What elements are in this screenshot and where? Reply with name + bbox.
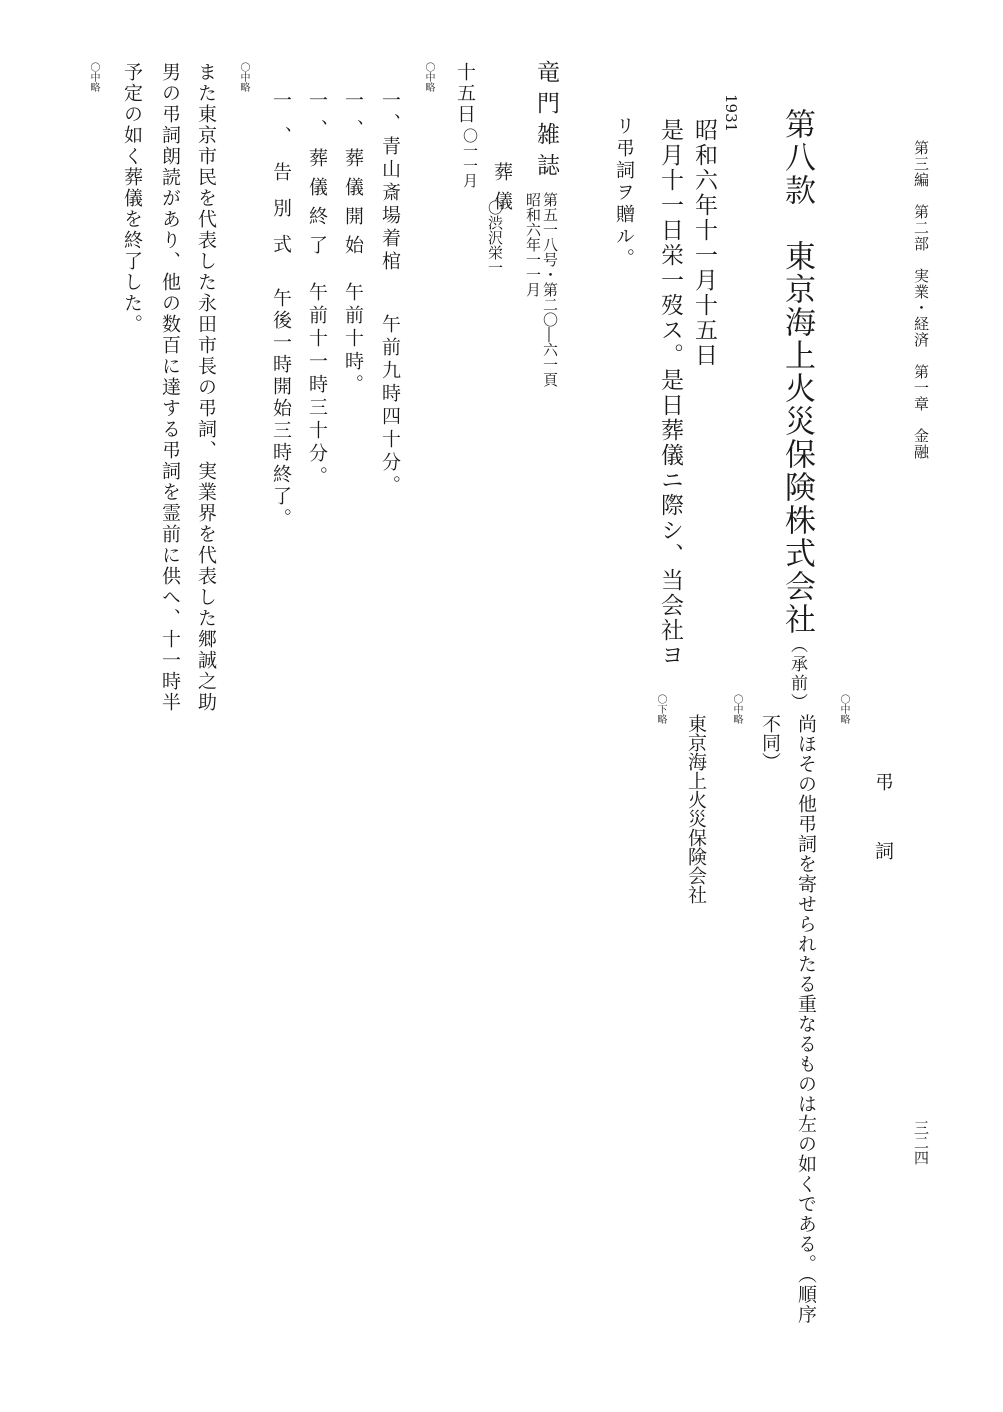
source-ref-issue: 第五一八号・第二〇―六一頁 <box>541 192 559 387</box>
article-title: 葬儀 <box>491 162 513 220</box>
condolence-signatory: 東京海上火災保険会社 <box>685 714 707 904</box>
entry-text-line2: リ弔詞ヲ贈ル。 <box>613 116 635 270</box>
omission-note-2: 〇中略 <box>238 62 249 92</box>
condolence-heading: 弔 詞 <box>872 772 894 864</box>
section-title <box>779 108 815 712</box>
entry-year: 1931 <box>722 94 740 133</box>
entry-date: 昭和六年十一月十五日 <box>691 118 717 368</box>
omission-note-1: 〇中略 <box>423 62 434 92</box>
day-note: 〇一一月 <box>461 128 479 188</box>
schedule-item-2-label: 一、葬儀開始 <box>342 90 364 264</box>
section-title-text: 第八款 東京海上火災保険株式会社 <box>779 108 815 636</box>
omission-note-4: 〇中略 <box>838 694 849 724</box>
narrative-line-2: 男の弔詞朗読があり、他の数百に達する弔詞を霊前に供へ、十一時半 <box>159 62 181 713</box>
schedule-item-3-time: 午前十一時三十分。 <box>306 282 328 489</box>
section-title-cont: （承前） <box>787 636 807 712</box>
omission-note-3: 〇中略 <box>88 62 99 92</box>
condolence-line-1: 尚ほその他弔詞を寄せられたる重なるものは左の如くである。（順序 <box>795 714 817 1325</box>
schedule-item-2 <box>343 90 362 397</box>
schedule-item-1-time: 午前九時四十分。 <box>379 314 401 498</box>
page-number: 三二四 <box>912 1120 930 1165</box>
schedule-item-3-label: 一、葬儀終了 <box>306 90 328 264</box>
article-note: 〇渋沢栄一 <box>486 200 504 275</box>
source-ref-date: 昭和六年一一月 <box>524 192 542 297</box>
schedule-item-4-time: 午後一時開始三時終了。 <box>270 288 292 530</box>
day-label: 十五日 <box>454 62 476 125</box>
running-head: 第三編 第二部 実業・経済 第一章 金融 <box>912 140 930 460</box>
schedule-item-4-label: 一、告別式 <box>270 90 292 270</box>
schedule-item-1-label: 一、青山斎場着棺 <box>379 90 401 274</box>
narrative-line-3: 予定の如く葬儀を終了した。 <box>121 62 143 335</box>
schedule-item-4 <box>271 90 290 530</box>
schedule-item-3 <box>307 90 326 489</box>
omission-note-5: 〇中略 <box>731 694 742 724</box>
source-name: 竜門雑誌 <box>533 60 559 184</box>
condolence-line-2: 不同） <box>759 714 781 771</box>
omission-note-6: 〇下略 <box>655 694 666 724</box>
entry-text-line1: 是月十一日栄一歿ス。是日葬儀ニ際シ、当会社ヨ <box>657 118 683 668</box>
schedule-item-1 <box>380 90 399 498</box>
narrative-line-1: また東京市民を代表した永田市長の弔詞、実業界を代表した郷誠之助 <box>195 62 217 713</box>
schedule-item-2-time: 午前十時。 <box>342 282 364 397</box>
